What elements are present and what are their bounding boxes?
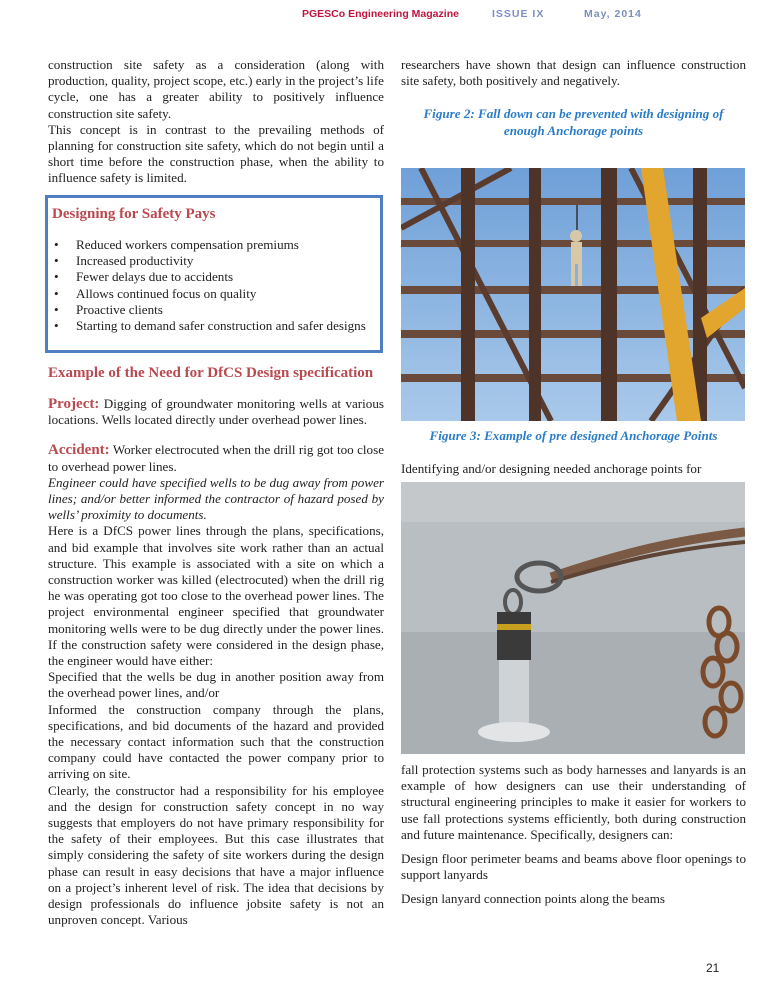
list-item: • Fewer delays due to accidents <box>54 269 234 285</box>
left-column-body <box>48 365 384 929</box>
bullet-icon: • <box>54 301 59 317</box>
engineer-italic-paragraph: Engineer could have specified wells to be dug away from power lines; and/or better informed the contractor of hazard posed by wells’ proximity to documents. <box>48 474 384 523</box>
body-paragraph-3: Informed the construction company through the plans, specifications, and bid documents of the hazard and provided the necessary contact information such that the construction company could have contacted the power company prior to arriving on site. <box>48 701 384 782</box>
figure-2-caption: Figure 2: Fall down can be prevented with designing of enough Anchorage points <box>423 106 724 138</box>
right-column-top <box>401 57 746 139</box>
design-paragraph-1: Design floor perimeter beams and beams above floor openings to support lanyards <box>401 851 746 883</box>
issue-date: May, 2014 <box>584 8 642 20</box>
list-item: • Allows continued focus on quality <box>54 285 257 301</box>
safety-pays-box <box>45 195 383 353</box>
researchers-paragraph: researchers have shown that design can influence construction site safety, both positively and negatively. <box>401 57 746 89</box>
accident-paragraph <box>48 442 384 474</box>
list-item: • Starting to demand safer construction and safer designs <box>54 318 366 334</box>
body-paragraph-4: Clearly, the constructor had a responsibility for his employee and the design for construction safety concept in no way suggests that employers do not have primary responsibility for the safety of their employees. But this case illustrates that simply considering the safety of site workers during the design phase can result in easy decisions that have a major influence on a project’s inherent level of risk. The idea that decisions by design professionals do influence jobsite safety is not an unproven concept. Various <box>48 782 384 928</box>
fall-protection-paragraph: fall protection systems such as body harnesses and lanyards is an example of how designers can use their understanding of structural engineering principles to make it easier for workers to use fall protections systems efficiently, both during construction and future maintenance. Specifically, designers can: <box>401 762 746 842</box>
identify-paragraph: Identifying and/or designing needed anchorage points for <box>401 460 702 476</box>
safety-pays-list <box>52 237 380 334</box>
design-paragraph-2: Design lanyard connection points along the beams <box>401 891 665 907</box>
list-item: • Reduced workers compensation premiums <box>54 237 299 252</box>
list-item: • Proactive clients <box>54 301 163 317</box>
left-column-intro <box>48 57 384 187</box>
project-text: Digging of groundwater monitoring wells at various locations. Wells located directly under overhead power lines. <box>48 396 384 428</box>
project-label: Project: <box>48 396 100 412</box>
bullet-icon: • <box>54 237 59 252</box>
bullet-icon: • <box>54 318 59 334</box>
figure-2-photo <box>401 168 745 421</box>
project-paragraph <box>48 396 384 428</box>
right-column-mid <box>401 428 746 477</box>
figure-3-caption: Figure 3: Example of pre designed Anchorage Points <box>429 428 718 443</box>
anchorage-point-image <box>401 482 745 754</box>
bullet-icon: • <box>54 253 59 269</box>
page-number: 21 <box>706 961 720 975</box>
example-heading: Example of the Need for DfCS Design specification <box>48 365 374 381</box>
figure-3-photo <box>401 482 745 754</box>
accident-text: Worker electrocuted when the drill rig got too close to overhead power lines. <box>48 442 385 474</box>
bullet-icon: • <box>54 285 59 301</box>
intro-paragraph-2: This concept is in contrast to the prevailing methods of planning for construction site safety, which do not begin until a short time before the construction phase, when the ability to influence safety is limited. <box>48 121 384 186</box>
page-header <box>0 8 772 26</box>
accident-label: Accident: <box>48 442 110 459</box>
bullet-icon: • <box>54 269 59 285</box>
safety-pays-title: Designing for Safety Pays <box>52 206 216 222</box>
magazine-title: PGESCo Engineering Magazine <box>302 8 459 20</box>
intro-paragraph-1: construction site safety as a consideration (along with production, quality, project scope, etc.) early in the project’s life cycle, one has a greater ability to positively influence construction site safety. <box>48 57 384 121</box>
issue-label: ISSUE IX <box>492 8 545 20</box>
right-column-bottom <box>401 762 746 908</box>
list-item: • Increased productivity <box>54 253 194 269</box>
body-paragraph-2: Specified that the wells be dug in another position away from the overhead power lines, and/or <box>48 669 384 701</box>
steel-frame-image <box>401 168 745 421</box>
body-paragraph-1: Here is a DfCS power lines through the plans, specifications, and bid example that involves site work rather than an actual structure. This example is associated with a site on which a construction worker was killed (electrocuted) when the drill rig he was operating got too close to the overhead power lines. The project environmental engineer specified that groundwater monitoring wells were to be dug directly under the power lines. If the construction safety were considered in the design phase, the engineer would have either: <box>48 523 384 669</box>
